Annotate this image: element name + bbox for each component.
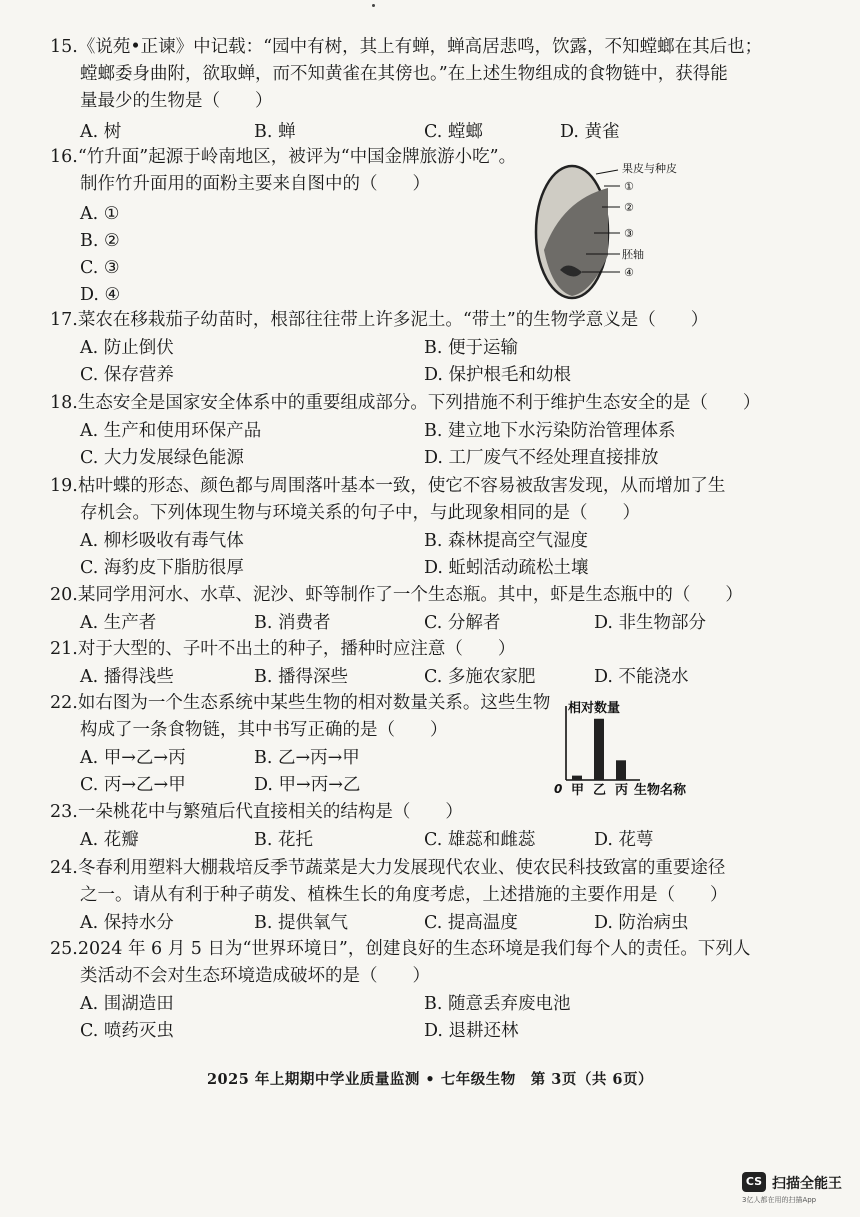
option-b[interactable]: B. ② <box>80 231 120 251</box>
y-axis-label: 相对数量 <box>568 701 621 716</box>
option-b[interactable]: B. 森林提高空气湿度 <box>424 531 588 551</box>
options <box>50 119 810 146</box>
option-d[interactable]: D. 花萼 <box>594 830 654 850</box>
question-25: 25.2024 年 6 月 5 日为“世界环境日”，创建良好的生态环境是我们每个人的责任。下列人 类活动不会对生态环境造成破坏的是（ ） A. 围湖造田 B. 随意丢弃废电池 C. 喷药灭虫 D. 退耕还林 <box>50 936 810 1045</box>
option-b[interactable]: B. 蝉 <box>254 122 296 142</box>
x-tick-label: 丙 <box>615 783 629 798</box>
question-18: 18.生态安全是国家安全体系中的重要组成部分。下列措施不利于维护生态安全的是（ ） A. 生产和使用环保产品 B. 建立地下水污染防治管理体系 C. 大力发展绿色能源 D. 工厂废气不经处理直接排放 <box>50 390 810 472</box>
option-c[interactable]: C. 海豹皮下脂肪很厚 <box>80 558 244 578</box>
x-tick-label: 甲 <box>571 783 585 798</box>
question-21: 21.对于大型的、子叶不出土的种子，播种时应注意（ ） A. 播得浅些 B. 播得深些 C. 多施农家肥 D. 不能浇水 <box>50 636 810 691</box>
option-d[interactable]: D. 非生物部分 <box>594 613 707 633</box>
option-a[interactable]: A. 甲→乙→丙 <box>80 748 186 768</box>
page-footer: 2025 年上期期中学业质量监测 • 七年级生物 第 3页（共 6页） <box>206 1071 654 1088</box>
relative-quantity-chart <box>548 698 708 803</box>
question-24: 24.冬春利用塑料大棚栽培反季节蔬菜是大力发展现代农业、使农民科技致富的重要途径 之一。请从有利于种子萌发、植株生长的角度考虑，上述措施的主要作用是（ ） A. 保持水分 B. 提供氧气 C. 提高温度 D. 防治病虫 <box>50 855 810 937</box>
option-d[interactable]: D. 退耕还林 <box>424 1021 519 1041</box>
seed-diagram <box>522 160 732 300</box>
option-a[interactable]: A. 围湖造田 <box>80 994 174 1014</box>
option-c[interactable]: C. ③ <box>80 258 120 278</box>
option-a[interactable]: A. ① <box>80 204 120 224</box>
seed-label-1: ① <box>624 180 634 193</box>
question-22: 22.如右图为一个生态系统中某些生物的相对数量关系。这些生物 构成了一条食物链，其中书写正确的是（ ） A. 甲→乙→丙 B. 乙→丙→甲 C. 丙→乙→甲 D. 甲→丙→乙 <box>50 690 540 799</box>
question-15: 15.《说苑•正谏》中记载：“园中有树，其上有蝉，蝉高居悲鸣，饮露，不知螳螂在其后也； 螳螂委身曲附，欲取蝉，而不知黄雀在其傍也。”在上述生物组成的食物链中，获得能 量最少的生物是（ ） A. 树 B. 蝉 C. 螳螂 D. 黄雀 <box>50 34 810 146</box>
cs-logo-icon: CS <box>742 1172 766 1192</box>
option-d[interactable]: D. 甲→丙→乙 <box>254 775 361 795</box>
option-c[interactable]: C. 大力发展绿色能源 <box>80 448 244 468</box>
option-d[interactable]: D. 工厂废气不经处理直接排放 <box>424 448 659 468</box>
option-d[interactable]: D. 保护根毛和幼根 <box>424 365 572 385</box>
option-a[interactable]: A. 花瓣 <box>80 830 139 850</box>
option-a[interactable]: A. 生产和使用环保产品 <box>80 421 262 441</box>
bar-1 <box>572 776 582 780</box>
option-b[interactable]: B. 消费者 <box>254 613 331 633</box>
option-b[interactable]: B. 随意丢弃废电池 <box>424 994 571 1014</box>
option-b[interactable]: B. 提供氧气 <box>254 913 348 933</box>
scanner-app-name: 扫描全能王 <box>772 1176 842 1192</box>
option-b[interactable]: B. 乙→丙→甲 <box>254 748 360 768</box>
question-20: 20.某同学用河水、水草、泥沙、虾等制作了一个生态瓶。其中，虾是生态瓶中的（ ） A. 生产者 B. 消费者 C. 分解者 D. 非生物部分 <box>50 582 810 637</box>
seed-label-2: ② <box>624 201 634 214</box>
option-a[interactable]: A. 柳杉吸收有毒气体 <box>80 531 244 551</box>
option-b[interactable]: B. 建立地下水污染防治管理体系 <box>424 421 676 441</box>
option-a[interactable]: A. 树 <box>80 122 122 142</box>
seed-label-pericarp: 果皮与种皮 <box>622 162 677 175</box>
option-d[interactable]: D. 不能浇水 <box>594 667 689 687</box>
seed-label-3: ③ <box>624 227 634 240</box>
seed-label-4: ④ <box>624 266 634 279</box>
x-axis-label: 生物名称 <box>634 783 687 798</box>
question-16: 16.“竹升面”起源于岭南地区，被评为“中国金牌旅游小吃”。 制作竹升面用的面粉主要来自图中的（ ） A. ① B. ② C. ③ D. ④ <box>50 144 530 309</box>
option-b[interactable]: B. 播得深些 <box>254 667 348 687</box>
option-a[interactable]: A. 生产者 <box>80 613 157 633</box>
question-23: 23.一朵桃花中与繁殖后代直接相关的结构是（ ） A. 花瓣 B. 花托 C. 雄蕊和雌蕊 D. 花萼 <box>50 799 810 854</box>
bar-3 <box>616 760 626 780</box>
option-a[interactable]: A. 保持水分 <box>80 913 174 933</box>
option-c[interactable]: C. 提高温度 <box>424 913 518 933</box>
option-c[interactable]: C. 喷药灭虫 <box>80 1021 174 1041</box>
option-d[interactable]: D. 蚯蚓活动疏松土壤 <box>424 558 589 578</box>
question-17: 17.菜农在移栽茄子幼苗时，根部往往带上许多泥土。“带土”的生物学意义是（ ） A. 防止倒伏 B. 便于运输 C. 保存营养 D. 保护根毛和幼根 <box>50 307 810 389</box>
scanner-app-tagline: 3亿人都在用的扫描App <box>742 1196 817 1204</box>
option-a[interactable]: A. 防止倒伏 <box>80 338 174 358</box>
x-tick-label: 乙 <box>593 783 607 798</box>
bars <box>571 719 628 798</box>
option-c[interactable]: C. 丙→乙→甲 <box>80 775 186 795</box>
scan-speck <box>372 4 375 7</box>
option-c[interactable]: C. 螳螂 <box>424 122 483 142</box>
question-19: 19.枯叶蝶的形态、颜色都与周围落叶基本一致，使它不容易被敌害发现，从而增加了生 存机会。下列体现生物与环境关系的句子中，与此现象相同的是（ ） A. 柳杉吸收有毒气体 B. 森林提高空气湿度 C. 海豹皮下脂肪很厚 D. 蚯蚓活动疏松土壤 <box>50 473 810 582</box>
leader-line <box>596 170 618 174</box>
seed-label-hypocotyl: 胚轴 <box>622 248 644 261</box>
option-b[interactable]: B. 便于运输 <box>424 338 518 358</box>
option-c[interactable]: C. 雄蕊和雌蕊 <box>424 830 536 850</box>
option-c[interactable]: C. 分解者 <box>424 613 501 633</box>
option-d[interactable]: D. ④ <box>80 285 121 305</box>
bar-2 <box>594 719 604 780</box>
option-c[interactable]: C. 多施农家肥 <box>424 667 536 687</box>
option-b[interactable]: B. 花托 <box>254 830 313 850</box>
origin-label: 0 <box>554 782 563 796</box>
option-d[interactable]: D. 防治病虫 <box>594 913 689 933</box>
option-c[interactable]: C. 保存营养 <box>80 365 174 385</box>
option-a[interactable]: A. 播得浅些 <box>80 667 174 687</box>
option-d[interactable]: D. 黄雀 <box>560 122 620 142</box>
